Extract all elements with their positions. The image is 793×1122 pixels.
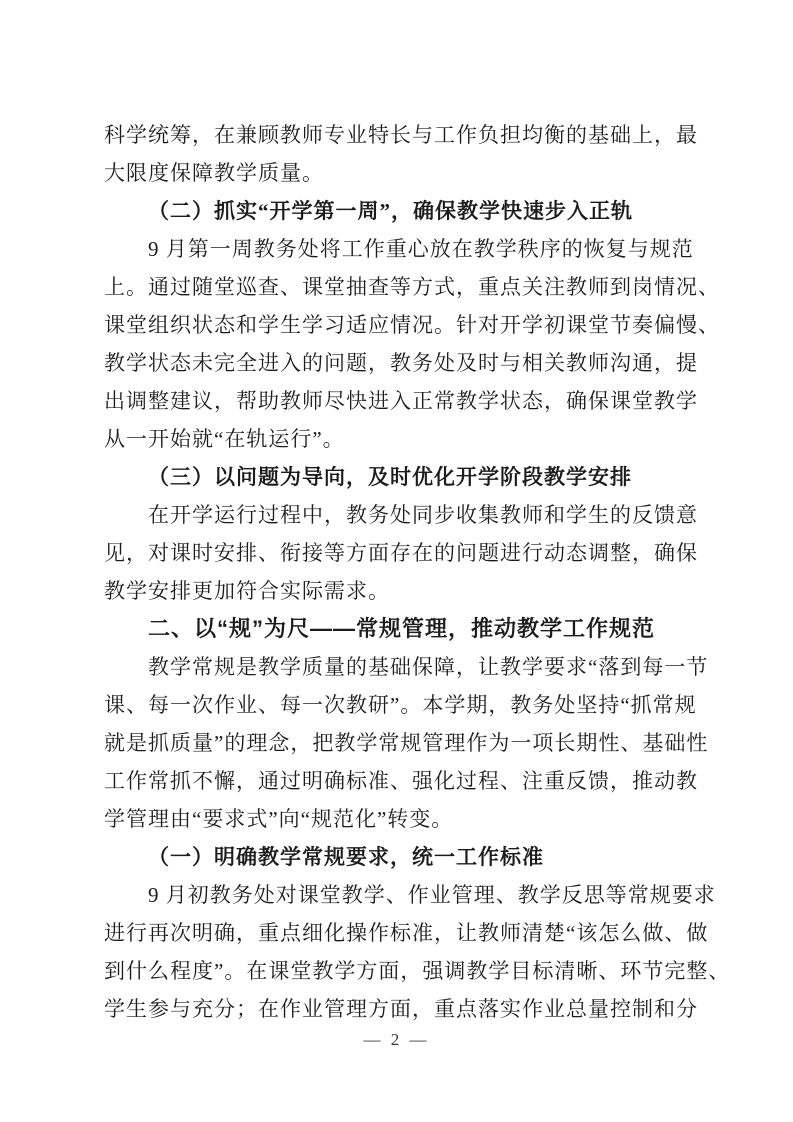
- page-body: [104, 116, 731, 1028]
- text-line: 课、每一次作业、每一次教研”。本学期，教务处坚持“抓常规: [104, 693, 697, 717]
- text-line: 课堂组织状态和学生学习适应情况。针对开学初课堂节奏偏慢、: [104, 313, 720, 337]
- text-line: 进行再次明确，重点细化操作标准，让教师清楚“该怎么做、做: [104, 921, 709, 945]
- text-line: 到什么程度”。在课堂教学方面，强调教学目标清晰、环节完整、: [104, 959, 731, 983]
- text-line: 工作常抓不懈，通过明确标准、强化过程、注重反馈，推动教: [104, 769, 698, 793]
- text-line: 学管理由“要求式”向“规范化”转变。: [104, 807, 454, 831]
- text-line: 科学统筹，在兼顾教师专业特长与工作负担均衡的基础上，最: [104, 123, 698, 147]
- page-number: — 2 —: [363, 1030, 430, 1049]
- text-line: 从一开始就“在轨运行”。: [104, 427, 345, 451]
- text-line: 教学状态未完全进入的问题，教务处及时与相关教师沟通，提: [104, 351, 698, 375]
- text-line: 就是抓质量”的理念，把教学常规管理作为一项长期性、基础性: [104, 731, 709, 755]
- text-line: 教学常规是教学质量的基础保障，让教学要求“落到每一节: [148, 655, 709, 679]
- text-line: 9 月初教务处对课堂教学、作业管理、教学反思等常规要求: [148, 883, 716, 907]
- subsection-heading: （一）明确教学常规要求，统一工作标准: [148, 845, 544, 869]
- text-line: 大限度保障教学质量。: [104, 161, 324, 185]
- text-line: 学生参与充分；在作业管理方面，重点落实作业总量控制和分: [104, 997, 698, 1021]
- subsection-heading: （三）以问题为导向，及时优化开学阶段教学安排: [148, 465, 632, 489]
- subsection-heading: （二）抓实“开学第一周”，确保教学快速步入正轨: [148, 199, 633, 223]
- text-line: 教学安排更加符合实际需求。: [104, 579, 390, 603]
- text-line: 9 月第一周教务处将工作重心放在教学秩序的恢复与规范: [148, 237, 694, 261]
- text-line: 上。通过随堂巡查、课堂抽查等方式，重点关注教师到岗情况、: [104, 275, 720, 299]
- text-line: 出调整建议，帮助教师尽快进入正常教学状态，确保课堂教学: [104, 389, 698, 413]
- text-line: 见，对课时安排、衔接等方面存在的问题进行动态调整，确保: [104, 541, 698, 565]
- chapter-heading: 二、以“规”为尺——常规管理，推动教学工作规范: [148, 616, 656, 641]
- text-line: 在开学运行过程中，教务处同步收集教师和学生的反馈意: [148, 503, 698, 527]
